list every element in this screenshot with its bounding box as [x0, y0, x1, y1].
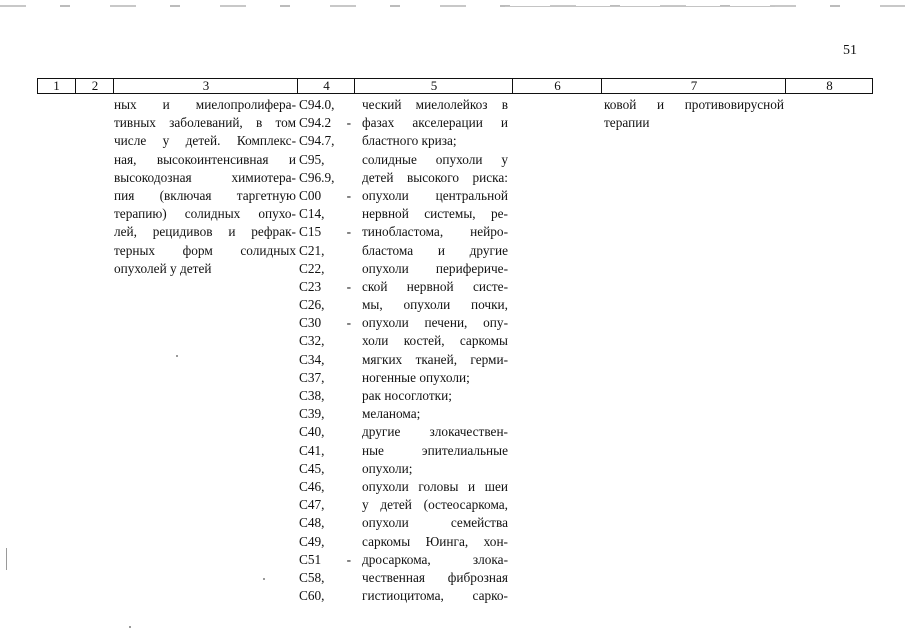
- diagnosis-code: C94.2: [299, 115, 332, 131]
- range-dash: -: [346, 115, 351, 131]
- column-5-text: [362, 96, 508, 605]
- diagnosis-code-line: [299, 514, 351, 532]
- diagnosis-code-line: [299, 369, 351, 387]
- diagnosis-code-line: [299, 314, 351, 332]
- text-line: нервной системы, ре-: [362, 206, 508, 222]
- diagnosis-code-line: [299, 187, 351, 205]
- text-line: лей, рецидивов и рефрак-: [114, 224, 296, 240]
- column-7-text: [604, 96, 784, 132]
- diagnosis-code: C49,: [299, 533, 325, 549]
- text-line: опухоли печени, опу-: [362, 315, 508, 331]
- diagnosis-code-line: [299, 96, 351, 114]
- diagnosis-code: C48,: [299, 515, 325, 531]
- diagnosis-code: C32,: [299, 333, 325, 349]
- range-dash: -: [346, 315, 351, 331]
- text-line: пия (включая таргетную: [114, 187, 296, 203]
- text-line: ных и миелопролифера-: [114, 97, 296, 112]
- text-line: ковой и противовирусной: [604, 97, 784, 112]
- diagnosis-code: C37,: [299, 369, 325, 385]
- text-line: опухоли семейства: [362, 515, 508, 531]
- text-line: у детей (остеосаркома,: [362, 497, 508, 513]
- table-header-row: [37, 78, 873, 94]
- diagnosis-code-line: [299, 114, 351, 132]
- diagnosis-code-line: [299, 387, 351, 405]
- text-line: фазах акселерации и: [362, 115, 508, 131]
- text-line: меланома;: [362, 406, 421, 422]
- diagnosis-code-line: [299, 169, 351, 187]
- text-line: детей высокого риска:: [362, 169, 508, 185]
- header-col-4: 4: [297, 79, 355, 93]
- diagnosis-code: C47,: [299, 497, 325, 513]
- header-col-1: 1: [53, 78, 60, 93]
- diagnosis-code: C94.0,: [299, 97, 335, 112]
- text-line: бластома и другие: [362, 242, 508, 258]
- diagnosis-code-line: [299, 351, 351, 369]
- diagnosis-code-line: [299, 551, 351, 569]
- scan-speck: [129, 626, 131, 628]
- diagnosis-code-line: [299, 423, 351, 441]
- diagnosis-code: C40,: [299, 424, 325, 440]
- diagnosis-code-line: [299, 478, 351, 496]
- diagnosis-code: C23: [299, 278, 322, 294]
- diagnosis-code: C46,: [299, 478, 325, 494]
- diagnosis-code: C45,: [299, 460, 325, 476]
- text-line: тивных заболеваний, в том: [114, 115, 296, 131]
- diagnosis-code: C39,: [299, 406, 325, 422]
- diagnosis-code: C94.7,: [299, 133, 335, 149]
- text-line: опухоли головы и шеи: [362, 478, 508, 494]
- text-line: опухолей у детей: [114, 260, 212, 276]
- diagnosis-code-line: [299, 242, 351, 260]
- diagnosis-code-line: [299, 223, 351, 241]
- diagnosis-code: C95,: [299, 151, 325, 167]
- header-col-5: 5: [354, 79, 513, 93]
- text-line: саркомы Юинга, хон-: [362, 533, 508, 549]
- text-line: солидные опухоли у: [362, 151, 508, 167]
- text-line: ные эпителиальные: [362, 442, 508, 458]
- scan-speck: [263, 578, 265, 580]
- diagnosis-code: C26,: [299, 297, 325, 313]
- diagnosis-code: C34,: [299, 351, 325, 367]
- diagnosis-code-line: [299, 205, 351, 223]
- range-dash: -: [346, 278, 351, 294]
- text-line: холи костей, саркомы: [362, 333, 508, 349]
- diagnosis-code: C14,: [299, 206, 325, 222]
- diagnosis-code-line: [299, 587, 351, 605]
- header-col-3: 3: [113, 79, 298, 93]
- diagnosis-code-line: [299, 332, 351, 350]
- header-col-2: 2: [75, 79, 114, 93]
- text-line: бластного криза;: [362, 133, 457, 149]
- diagnosis-code-line: [299, 569, 351, 587]
- range-dash: -: [346, 551, 351, 567]
- diagnosis-code-line: [299, 260, 351, 278]
- diagnosis-code-line: [299, 405, 351, 423]
- text-line: другие злокачествен-: [362, 424, 508, 440]
- header-col-7: 7: [601, 79, 786, 93]
- diagnosis-code-line: [299, 296, 351, 314]
- text-line: числе у детей. Комплекс-: [114, 133, 296, 149]
- text-line: ная, высокоинтенсивная и: [114, 151, 296, 167]
- range-dash: -: [346, 224, 351, 240]
- text-line: мягких тканей, герми-: [362, 351, 508, 367]
- diagnosis-code: C22,: [299, 260, 325, 276]
- diagnosis-code: C15: [299, 224, 322, 240]
- text-line: ногенные опухоли;: [362, 369, 470, 385]
- column-4-codes: [299, 96, 351, 605]
- text-line: дросаркома, злока-: [362, 551, 508, 567]
- text-line: гистиоцитома, сарко-: [362, 588, 508, 604]
- diagnosis-code: C41,: [299, 442, 325, 458]
- header-col-8: 8: [785, 79, 873, 93]
- scan-speck: [176, 355, 178, 357]
- text-line: ческий миелолейкоз в: [362, 97, 508, 112]
- scan-speck: [6, 548, 7, 570]
- header-col-6: 6: [512, 79, 602, 93]
- diagnosis-code: C60,: [299, 588, 325, 604]
- diagnosis-code-line: [299, 533, 351, 551]
- text-line: терапии: [604, 115, 650, 131]
- scan-artifact-top-rule: [505, 6, 775, 7]
- text-line: опухоли перифериче-: [362, 260, 508, 276]
- diagnosis-code: C96.9,: [299, 169, 335, 185]
- diagnosis-code-line: [299, 278, 351, 296]
- diagnosis-code-line: [299, 496, 351, 514]
- diagnosis-code-line: [299, 460, 351, 478]
- text-line: мы, опухоли почки,: [362, 297, 508, 313]
- diagnosis-code: C30: [299, 315, 322, 331]
- diagnosis-code-line: [299, 151, 351, 169]
- diagnosis-code-line: [299, 442, 351, 460]
- text-line: ской нервной систе-: [362, 278, 508, 294]
- diagnosis-code-line: [299, 132, 351, 150]
- diagnosis-code: C51: [299, 551, 322, 567]
- diagnosis-code: C38,: [299, 388, 325, 403]
- page-number: 51: [843, 43, 857, 58]
- text-line: терных форм солидных: [114, 242, 296, 258]
- text-line: тинобластома, нейро-: [362, 224, 508, 240]
- text-line: опухоли;: [362, 460, 413, 476]
- diagnosis-code: C58,: [299, 569, 325, 585]
- column-3-text: [114, 96, 296, 278]
- text-line: терапию) солидных опухо-: [114, 206, 296, 222]
- diagnosis-code: C21,: [299, 242, 325, 258]
- text-line: опухоли центральной: [362, 187, 508, 203]
- text-line: высокодозная химиотера-: [114, 169, 296, 185]
- text-line: чественная фиброзная: [362, 569, 508, 585]
- diagnosis-code: C00: [299, 187, 322, 203]
- text-line: рак носоглотки;: [362, 388, 452, 403]
- range-dash: -: [346, 187, 351, 203]
